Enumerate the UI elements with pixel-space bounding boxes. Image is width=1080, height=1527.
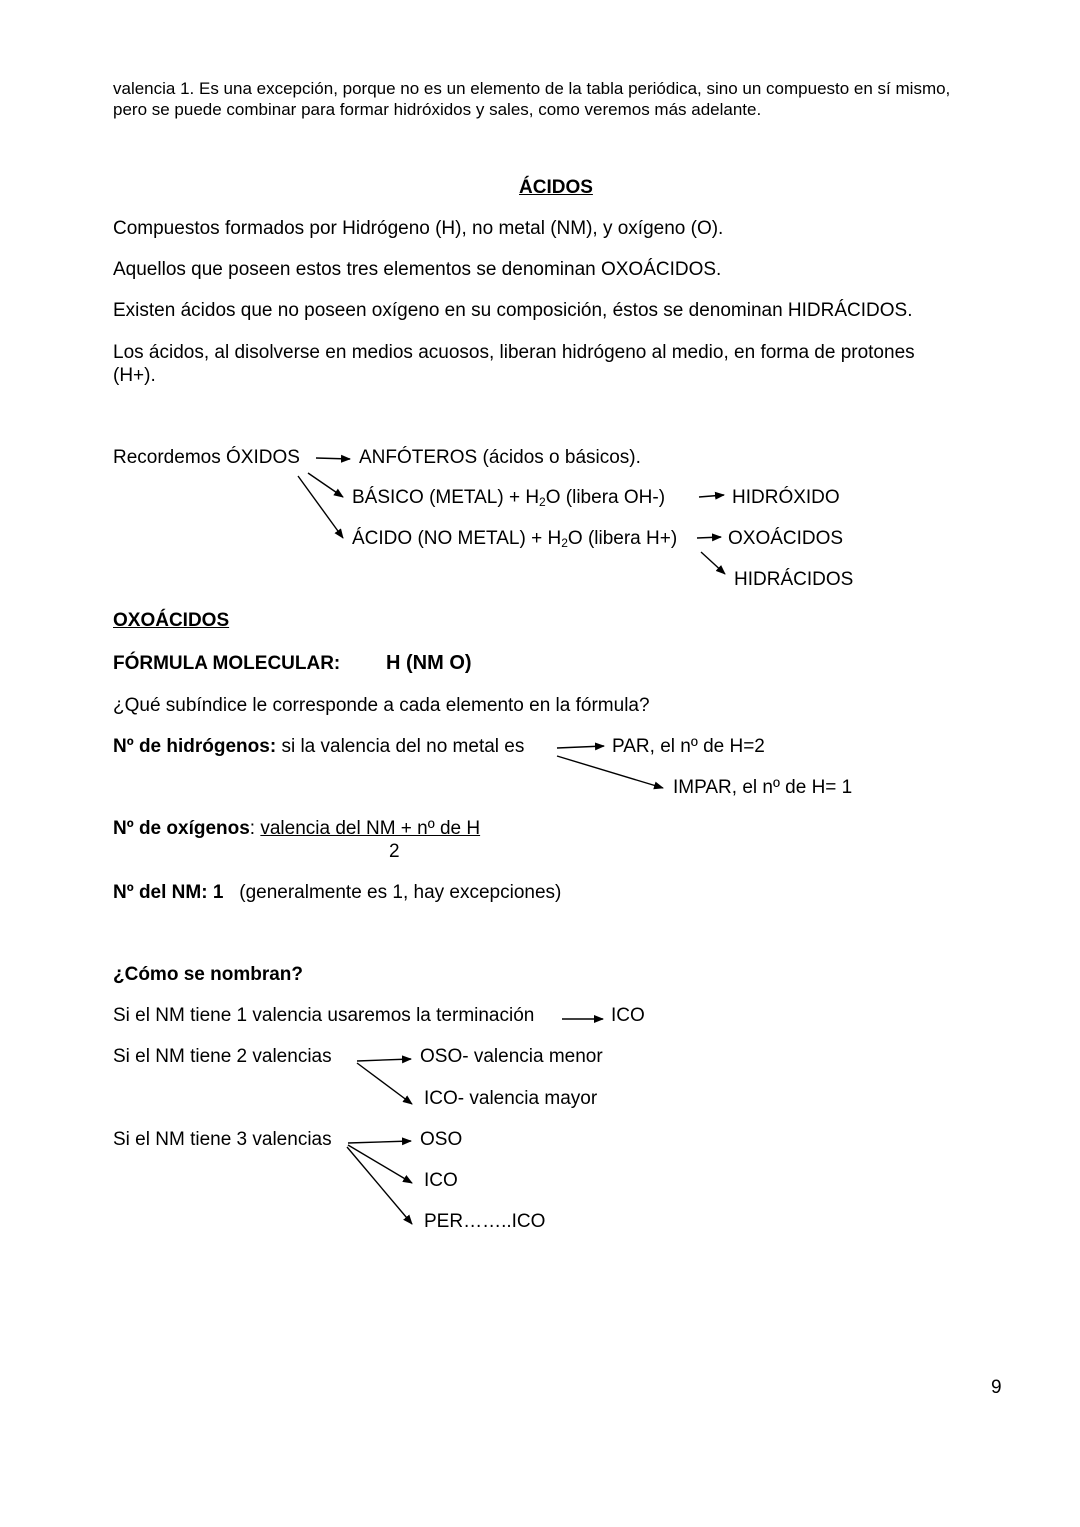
arrow-to-anfoteros xyxy=(316,458,350,459)
tres-valencias-oso: OSO xyxy=(420,1129,463,1150)
dos-valencias-ico: ICO- valencia mayor xyxy=(424,1088,598,1109)
arrow-to-oso-menor xyxy=(357,1059,411,1061)
acidos-paragraph-4-line-1: Los ácidos, al disolverse en medios acuosos, liberan hidrógeno al medio, en forma de protones xyxy=(113,342,915,363)
formula-label: FÓRMULA MOLECULAR: xyxy=(113,653,341,674)
nombres-heading: ¿Cómo se nombran? xyxy=(113,964,304,985)
arrow-to-per-ico xyxy=(347,1147,412,1224)
arrow-to-hidracidos xyxy=(701,552,725,574)
dos-valencias-text: Si el NM tiene 2 valencias xyxy=(113,1046,332,1067)
acidos-paragraph-3: Existen ácidos que no poseen oxígeno en su composición, éstos se denominan HIDRÁCIDOS. xyxy=(113,300,913,321)
una-valencia-text: Si el NM tiene 1 valencia usaremos la terminación xyxy=(113,1005,535,1026)
acidos-paragraph-1: Compuestos formados por Hidrógeno (H), no metal (NM), y oxígeno (O). xyxy=(113,218,724,239)
dos-valencias-oso: OSO- valencia menor xyxy=(420,1046,603,1067)
arrow-to-impar xyxy=(557,756,663,788)
arrow-to-oxoacidos xyxy=(697,537,721,538)
arrow-to-basico xyxy=(308,473,343,497)
acidos-heading: ÁCIDOS xyxy=(519,177,593,198)
arrow-to-hidroxido xyxy=(699,495,724,497)
arrow-to-oso xyxy=(348,1141,411,1143)
diagram-acido: ÁCIDO (NO METAL) + $H_2O$ (libera H+) xyxy=(352,528,678,550)
intro-line-2: pero se puede combinar para formar hidróxidos y sales, como veremos más adelante. xyxy=(113,100,762,119)
acidos-paragraph-2: Aquellos que poseen estos tres elementos se denominan OXOÁCIDOS. xyxy=(113,259,722,280)
diagram-hidracidos: HIDRÁCIDOS xyxy=(734,569,854,590)
diagram-anfoteros: ANFÓTEROS (ácidos o básicos). xyxy=(359,447,641,468)
intro-line-1: valencia 1. Es una excepción, porque no es un elemento de la tabla periódica, sino un compuesto en sí mismo, xyxy=(113,79,951,98)
hidrogenos-par: PAR, el nº de H=2 xyxy=(612,736,765,757)
arrow-to-acido xyxy=(298,476,343,538)
oxigenos-row: Nº de oxígenos: valencia del NM + nº de H xyxy=(113,818,481,839)
tres-valencias-text: Si el NM tiene 3 valencias xyxy=(113,1129,332,1150)
acidos-paragraph-4-line-2: (H+). xyxy=(113,365,156,386)
diagram-root: Recordemos ÓXIDOS xyxy=(113,447,300,468)
hidrogenos-row: Nº de hidrógenos: si la valencia del no metal es xyxy=(113,736,525,757)
arrow-to-par xyxy=(557,746,604,748)
arrow-to-ico xyxy=(348,1145,412,1183)
formula-value: H (NM O) xyxy=(386,652,472,674)
tres-valencias-per-ico: PER……..ICO xyxy=(424,1211,546,1232)
una-valencia-ico: ICO xyxy=(611,1005,645,1026)
diagram-oxoacidos: OXOÁCIDOS xyxy=(728,528,844,549)
diagram-hidroxido: HIDRÓXIDO xyxy=(732,487,840,508)
tres-valencias-ico: ICO xyxy=(424,1170,458,1191)
hidrogenos-impar: IMPAR, el nº de H= 1 xyxy=(673,777,853,798)
oxoacidos-heading: OXOÁCIDOS xyxy=(113,610,230,631)
subindex-question: ¿Qué subíndice le corresponde a cada elemento en la fórmula? xyxy=(113,695,650,716)
oxigenos-denominator: 2 xyxy=(389,841,400,862)
arrow-to-ico-mayor xyxy=(357,1063,412,1104)
nm-row: Nº del NM: 1 (generalmente es 1, hay excepciones) xyxy=(113,882,562,903)
page-number: 9 xyxy=(991,1377,1002,1398)
diagram-basico: BÁSICO (METAL) + $H_2O$ (libera OH-) xyxy=(352,487,666,509)
